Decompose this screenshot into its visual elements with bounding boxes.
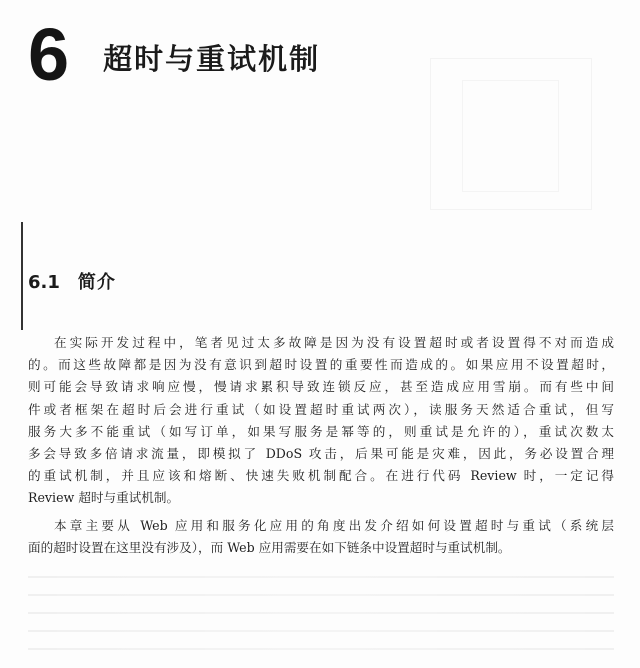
paragraph-1 — [28, 332, 614, 510]
text-line: 的重试机制，并且应该和熔断、快速失败机制配合。在进行代码 Review 时，一定记得 — [28, 468, 614, 484]
section-title: 简介 — [77, 272, 116, 293]
text-line: 件或者框架在超时后会进行重试（如设置超时重试两次），读服务天然适合重试，但写 — [28, 401, 614, 417]
margin-rule — [21, 222, 23, 330]
chapter-header — [28, 13, 321, 96]
text-line: 则可能会导致请求响应慢，慢请求累积导致连锁反应，甚至造成应用雪崩。而有些中间 — [28, 379, 614, 395]
text-line: 服务大多不能重试（如写订单，如果写服务是幂等的，则重试是允许的），重试次数太 — [28, 423, 614, 439]
bleed-through-decoration-inner — [462, 80, 559, 192]
section-header — [28, 268, 116, 294]
text-line: Review 超时与重试机制。 — [28, 490, 180, 506]
text-line: 多会导致多倍请求流量，即模拟了 DDoS 攻击，后果可能是灾难，因此，务必设置合理 — [28, 445, 614, 461]
text-line: 本章主要从 Web 应用和服务化应用的角度出发介绍如何设置超时与重试（系统层 — [54, 517, 614, 533]
bleed-through-lines — [28, 560, 614, 650]
section-number: 6.1 — [28, 272, 60, 293]
chapter-title: 超时与重试机制 — [103, 41, 321, 76]
text-line: 在实际开发过程中，笔者见过太多故障是因为没有设置超时或者设置得不对而造成 — [54, 335, 614, 350]
text-line: 面的超时设置在这里没有涉及），而 Web 应用需要在如下链条中设置超时与重试机制。 — [28, 539, 511, 555]
body-text — [28, 332, 614, 559]
chapter-number: 6 — [28, 13, 70, 96]
text-line: 的。而这些故障都是因为没有意识到超时设置的重要性而造成的。如果应用不设置超时， — [28, 357, 614, 373]
paragraph-2 — [28, 515, 614, 559]
